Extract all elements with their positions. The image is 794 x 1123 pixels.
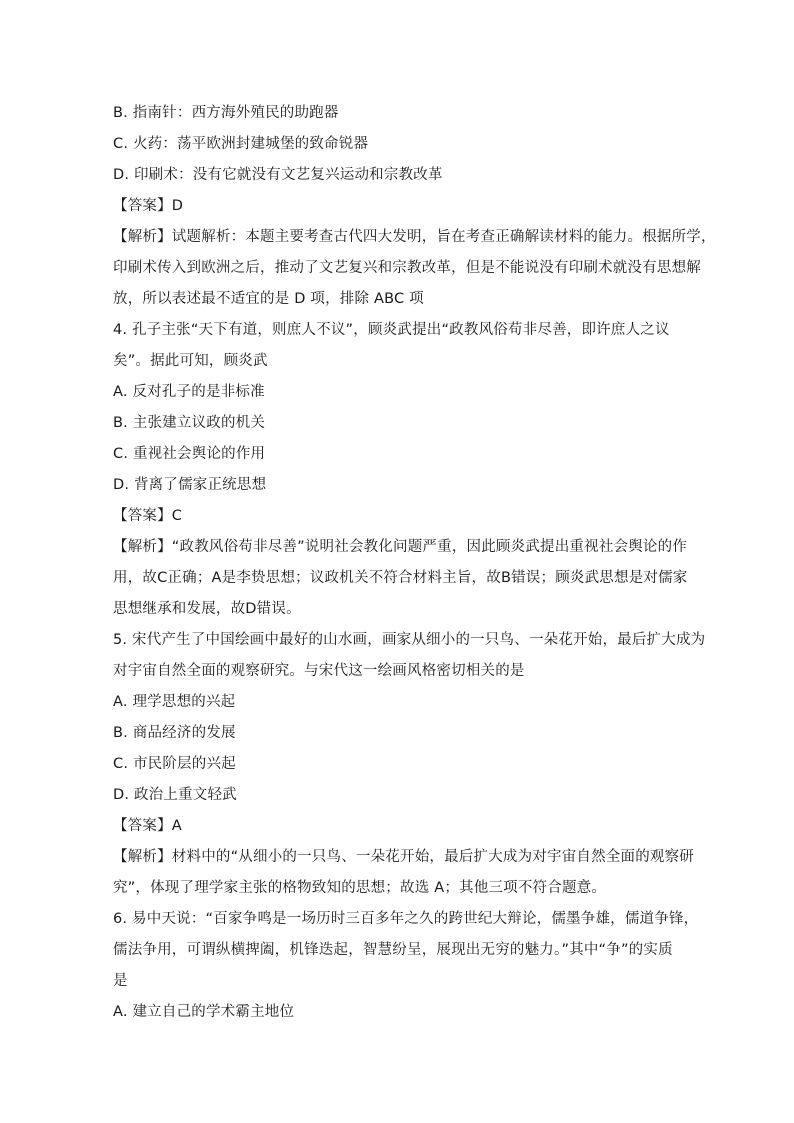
analysis-q5-line1: 【解析】材料中的“从细小的一只鸟、一朵花开始，最后扩大成为对宇宙自然全面的观察研 bbox=[113, 849, 695, 865]
answer-q4: 【答案】C bbox=[113, 508, 183, 524]
question-5-line1: 5. 宋代产生了中国绘画中最好的山水画，画家从细小的一只鸟、一朵花开始，最后扩大成为 bbox=[113, 632, 706, 648]
question-6-line1: 6. 易中天说：“百家争鸣是一场历时三百多年之久的跨世纪大辩论，儒墨争雄，儒道争锋， bbox=[113, 911, 699, 927]
analysis-q5-line2: 究”，体现了理学家主张的格物致知的思想；故选 A；其他三项不符合题意。 bbox=[113, 880, 607, 896]
analysis-q3-line1: 【解析】试题解析：本题主要考查古代四大发明，旨在考查正确解读材料的能力。根据所学， bbox=[113, 229, 716, 245]
option-c-q3: C. 火药：荡平欧洲封建城堡的致命锐器 bbox=[113, 136, 369, 152]
question-6-line2: 儒法争用，可谓纵横捭阖，机锋迭起，智慧纷呈，展现出无穷的魅力。”其中“争”的实质 bbox=[113, 942, 673, 958]
option-a-q4: A. 反对孔子的是非标准 bbox=[113, 384, 265, 400]
answer-q3: 【答案】D bbox=[113, 198, 184, 214]
analysis-q3-line2: 印刷术传入到欧洲之后，推动了文艺复兴和宗教改革，但是不能说没有印刷术就没有思想解 bbox=[113, 260, 701, 276]
answer-q5: 【答案】A bbox=[113, 818, 182, 834]
document-page bbox=[113, 98, 716, 1028]
option-a-q5: A. 理学思想的兴起 bbox=[113, 694, 236, 710]
option-b-q4: B. 主张建立议政的机关 bbox=[113, 415, 266, 431]
option-b-q3: B. 指南针：西方海外殖民的助跑器 bbox=[113, 105, 339, 121]
analysis-q3-line3: 放，所以表述最不适宜的是 D 项，排除 ABC 项 bbox=[113, 291, 424, 307]
option-c-q5: C. 市民阶层的兴起 bbox=[113, 756, 236, 772]
analysis-q4-line1: 【解析】“政教风俗苟非尽善”说明社会教化问题严重，因此顾炎武提出重视社会舆论的作 bbox=[113, 539, 688, 555]
option-c-q4: C. 重视社会舆论的作用 bbox=[113, 446, 266, 462]
question-6-line3: 是 bbox=[113, 973, 128, 989]
option-d-q4: D. 背离了儒家正统思想 bbox=[113, 477, 267, 493]
analysis-q4-line3: 思想继承和发展，故D错误。 bbox=[113, 601, 301, 617]
option-a-q6: A. 建立自己的学术霸主地位 bbox=[113, 1004, 295, 1020]
question-5-line2: 对宇宙自然全面的观察研究。与宋代这一绘画风格密切相关的是 bbox=[113, 663, 525, 679]
analysis-q4-line2: 用，故C正确；A是李贽思想；议政机关不符合材料主旨，故B错误；顾炎武思想是对儒家 bbox=[113, 570, 688, 586]
option-b-q5: B. 商品经济的发展 bbox=[113, 725, 236, 741]
question-4-line1: 4. 孔子主张“天下有道，则庶人不议”，顾炎武提出“政教风俗苟非尽善，即许庶人之议 bbox=[113, 322, 670, 338]
question-4-line2: 矣”。据此可知，顾炎武 bbox=[113, 353, 268, 369]
option-d-q3: D. 印刷术：没有它就没有文艺复兴运动和宗教改革 bbox=[113, 167, 443, 183]
option-d-q5: D. 政治上重文轻武 bbox=[113, 787, 237, 803]
